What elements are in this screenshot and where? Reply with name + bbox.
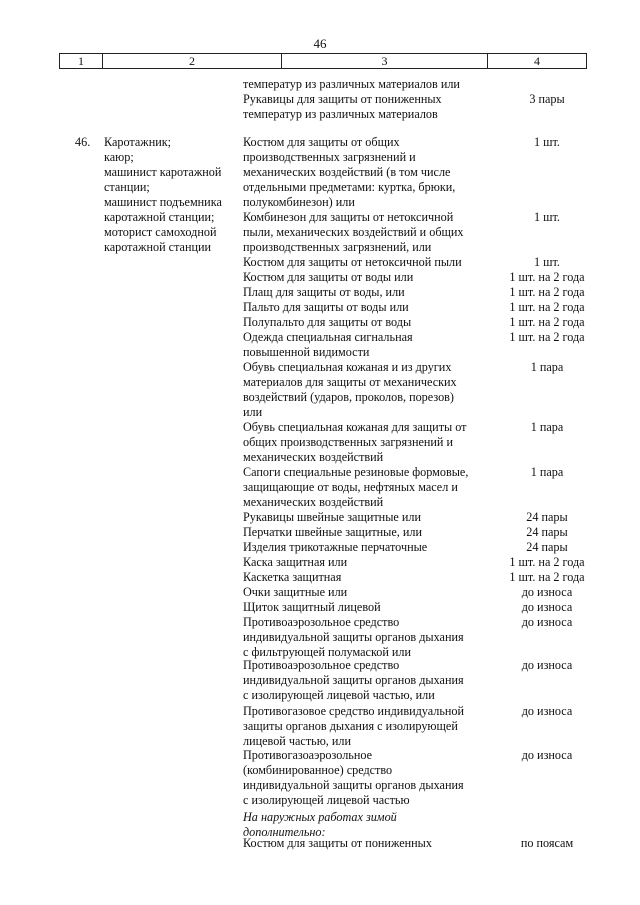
item-name: Изделия трикотажные перчаточные bbox=[243, 540, 428, 554]
item-name: Перчатки швейные защитные, или bbox=[243, 525, 423, 539]
item-name: Костюм для защиты от пониженных bbox=[243, 836, 432, 850]
item-norm: до износа bbox=[521, 600, 573, 614]
item-norm: 24 пары bbox=[526, 525, 568, 539]
item-name: температур из различных материалов или bbox=[243, 77, 460, 91]
item-norm: 1 шт. на 2 года bbox=[509, 285, 585, 299]
item-norm: 1 шт. на 2 года bbox=[509, 270, 585, 284]
item-norm: 1 шт. на 2 года bbox=[509, 570, 585, 584]
item-name: Рукавицы для защиты от пониженных температур из различных материалов bbox=[243, 92, 442, 121]
item-norm: 3 пары bbox=[529, 92, 565, 106]
item-norm: 1 шт. на 2 года bbox=[509, 300, 585, 314]
item-name: Пальто для защиты от воды или bbox=[243, 300, 409, 314]
entry-profession: Каротажник; каюр; машинист каротажной станции; машинист подъемника каротажной станции; моторист самоходной каротажной станции bbox=[104, 135, 222, 254]
column-header-4: 4 bbox=[534, 54, 540, 68]
item-norm: по поясам bbox=[520, 836, 574, 850]
item-name: Каска защитная или bbox=[243, 555, 348, 569]
item-norm: 1 шт. bbox=[534, 255, 560, 269]
item-name: Плащ для защиты от воды, или bbox=[243, 285, 405, 299]
item-name: Обувь специальная кожаная для защиты от общих производственных загрязнений и механических воздействий bbox=[243, 420, 467, 464]
item-name: Противогазовое средство индивидуальной защиты органов дыхания с изолирующей лицевой частью, или bbox=[243, 704, 465, 748]
item-norm: до износа bbox=[521, 704, 573, 718]
item-norm: 24 пары bbox=[526, 510, 568, 524]
item-name: Сапоги специальные резиновые формовые, защищающие от воды, нефтяных масел и механических воздействий bbox=[243, 465, 469, 509]
item-norm: до износа bbox=[521, 748, 573, 762]
item-norm: до износа bbox=[521, 658, 573, 672]
item-norm: до износа bbox=[521, 585, 573, 599]
item-norm: 1 шт. на 2 года bbox=[509, 555, 585, 569]
item-name: Очки защитные или bbox=[243, 585, 348, 599]
item-name: Комбинезон для защиты от нетоксичной пыли, механических воздействий и общих производственных загрязнений, или bbox=[243, 210, 464, 254]
item-name: Противоаэрозольное средство индивидуальной защиты органов дыхания с фильтрующей полумаской или bbox=[243, 615, 464, 659]
item-norm: 24 пары bbox=[526, 540, 568, 554]
item-name: Обувь специальная кожаная и из других материалов для защиты от механических воздействий (ударов, проколов, порезов) или bbox=[243, 360, 457, 419]
column-header-2: 2 bbox=[189, 54, 195, 68]
item-norm: 1 пара bbox=[530, 360, 564, 374]
item-name: Костюм для защиты от общих производственных загрязнений и механических воздействий (в том числе отдельными предметами: куртка, брюки, полукомбинезон) или bbox=[243, 135, 456, 209]
item-name: Каскетка защитная bbox=[243, 570, 342, 584]
item-name: Костюм для защиты от нетоксичной пыли bbox=[243, 255, 462, 269]
item-norm: 1 шт. bbox=[534, 210, 560, 224]
column-header-3: 3 bbox=[381, 54, 388, 68]
item-name: Рукавицы швейные защитные или bbox=[243, 510, 421, 524]
item-name: Полупальто для защиты от воды bbox=[243, 315, 412, 329]
item-norm: 1 шт. bbox=[534, 135, 560, 149]
item-name: Противоаэрозольное средство индивидуальной защиты органов дыхания с изолирующей лицевой частью, или bbox=[243, 658, 464, 702]
item-norm: 1 шт. на 2 года bbox=[509, 315, 585, 329]
item-norm: до износа bbox=[521, 615, 573, 629]
entry-number: 46. bbox=[75, 135, 91, 149]
item-norm: 1 пара bbox=[530, 465, 564, 479]
item-name: Щиток защитный лицевой bbox=[243, 600, 381, 614]
item-name: Одежда специальная сигнальная повышенной видимости bbox=[243, 330, 413, 359]
column-header-1: 1 bbox=[78, 54, 84, 68]
page-number: 46 bbox=[313, 36, 327, 51]
winter-note: На наружных работах зимой дополнительно: bbox=[243, 810, 397, 839]
column-header-row bbox=[59, 53, 587, 69]
item-norm: 1 шт. на 2 года bbox=[509, 330, 585, 344]
item-name: Противогазоаэрозольное (комбинированное) средство индивидуальной защиты органов дыхания с изолирующей лицевой частью bbox=[243, 748, 464, 807]
item-norm: 1 пара bbox=[530, 420, 564, 434]
item-name: Костюм для защиты от воды или bbox=[243, 270, 414, 284]
